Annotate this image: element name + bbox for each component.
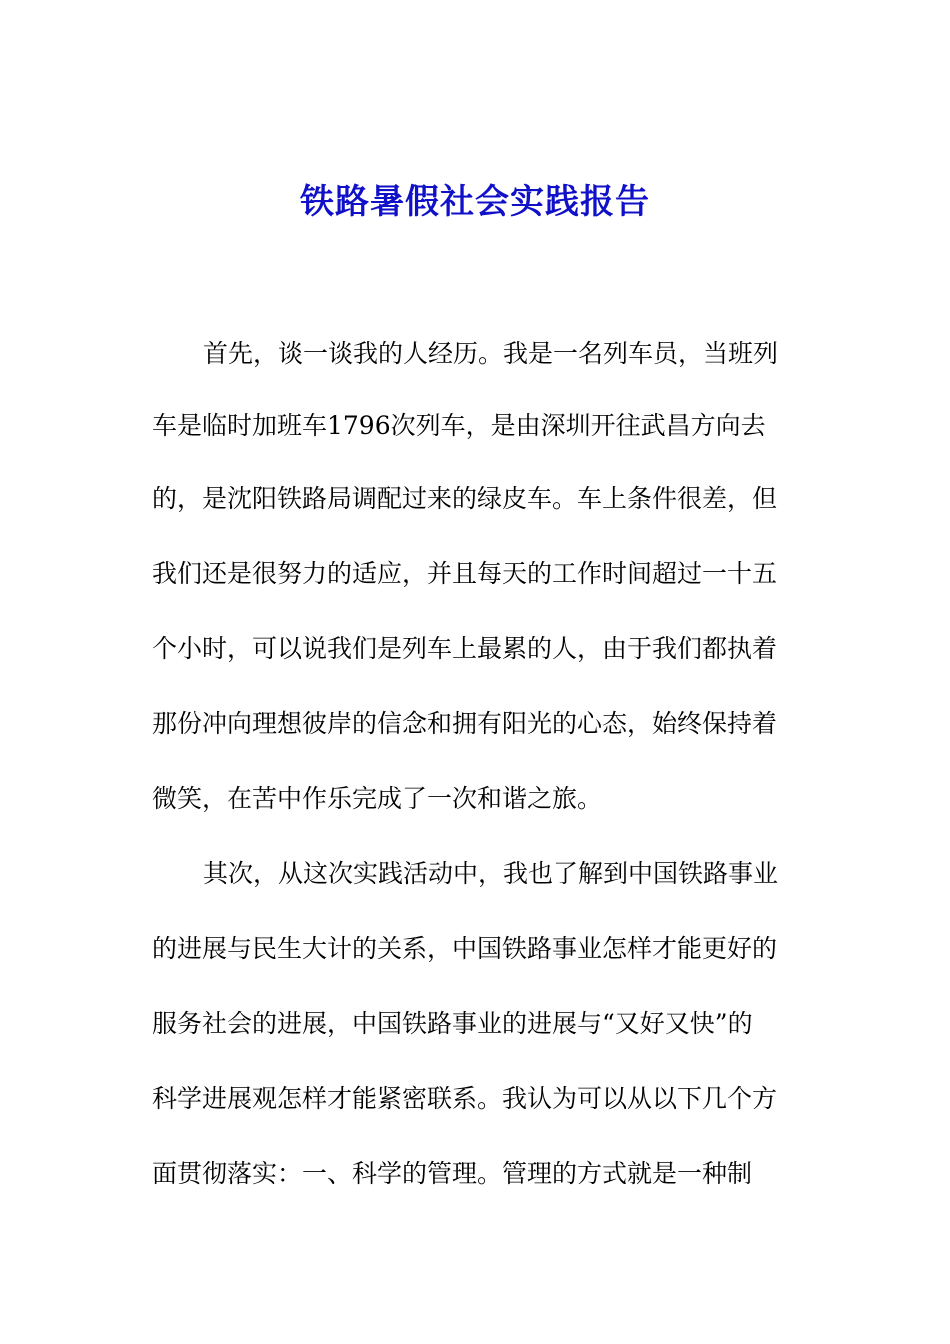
paragraph-line: 那份冲向理想彼岸的信念和拥有阳光的心态，始终保持着: [152, 709, 778, 738]
paragraph-line: 微笑，在苦中作乐完成了一次和谐之旅。: [152, 784, 603, 813]
paragraph-line: 的，是沈阳铁路局调配过来的绿皮车。车上条件很差，但: [152, 484, 778, 513]
paragraph-line: 其次，从这次实践活动中，我也了解到中国铁路事业: [203, 859, 779, 888]
paragraph-line: 面贯彻落实：一、科学的管理。管理的方式就是一种制: [152, 1159, 753, 1188]
paragraph-line: 个小时，可以说我们是列车上最累的人，由于我们都执着: [152, 634, 778, 663]
document-title: 铁路暑假社会实践报告: [300, 182, 650, 222]
paragraph-line: 的进展与民生大计的关系，中国铁路事业怎样才能更好的: [152, 934, 778, 963]
paragraph-line: 科学进展观怎样才能紧密联系。我认为可以从以下几个方: [152, 1084, 778, 1113]
paragraph-line: 车是临时加班车1796次列车，是由深圳开往武昌方向去: [152, 411, 766, 440]
paragraph-line: 我们还是很努力的适应，并且每天的工作时间超过一十五: [152, 559, 778, 588]
paragraph-line: 服务社会的进展，中国铁路事业的进展与“又好又快”的: [152, 1009, 753, 1038]
paragraph-line: 首先，谈一谈我的人经历。我是一名列车员，当班列: [203, 339, 779, 368]
